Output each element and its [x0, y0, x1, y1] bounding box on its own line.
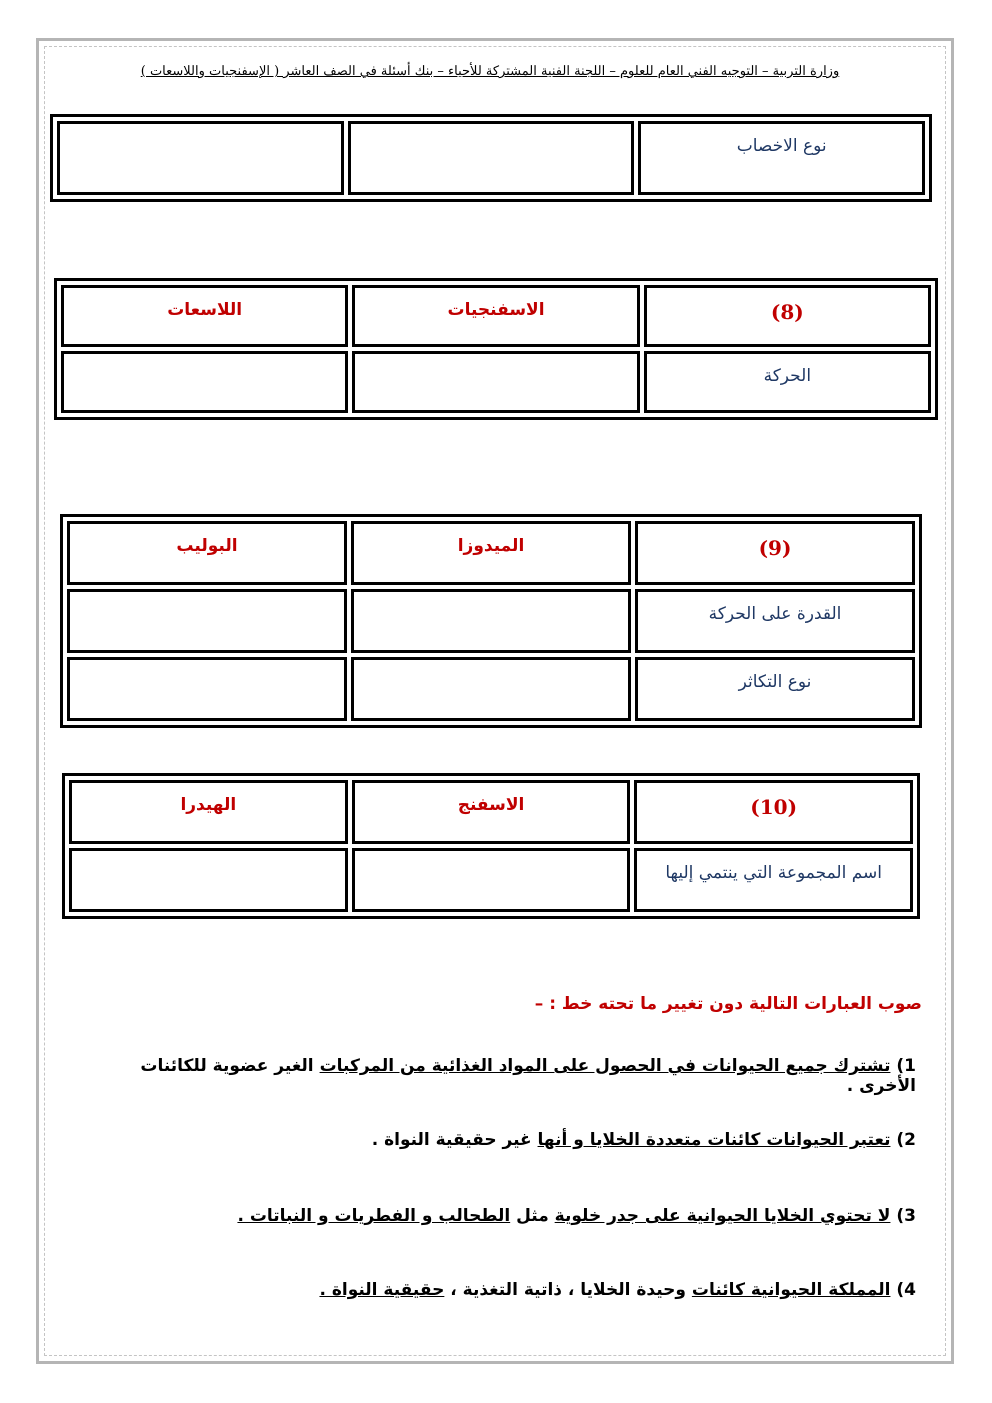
statement-number: 2) — [896, 1130, 916, 1150]
table-8 — [54, 278, 938, 420]
table-prev — [50, 114, 932, 202]
statement-number: 4) — [896, 1280, 916, 1300]
statement-text: وحيدة الخلايا ، ذاتية التغذية ، — [444, 1280, 692, 1300]
statement-1 — [116, 1056, 916, 1096]
underlined-text: المملكة الحيوانية كائنات — [691, 1280, 891, 1300]
row-label-reproduction: نوع التكاثر — [635, 657, 915, 721]
row-label-fertilization: نوع الاخصاب — [638, 121, 925, 195]
table-header-row — [69, 780, 913, 844]
column-header-cnidarians: اللاسعات — [61, 285, 348, 347]
statement-4 — [116, 1280, 916, 1300]
underlined-text: الطحالب و الفطريات و النباتات . — [237, 1206, 511, 1226]
row-label-mobility: القدرة على الحركة — [635, 589, 915, 653]
question-number: (10) — [634, 780, 913, 844]
table-header-row — [67, 521, 915, 585]
statement-2 — [116, 1130, 916, 1150]
column-header-sponges: الاسفنجيات — [352, 285, 639, 347]
statement-text: مثل — [510, 1206, 555, 1226]
statement-3 — [116, 1206, 916, 1226]
answer-cell[interactable] — [348, 121, 635, 195]
answer-cell[interactable] — [57, 121, 344, 195]
table-row — [67, 589, 915, 653]
column-header-medusa: الميدوزا — [351, 521, 631, 585]
section-instruction: صوب العبارات التالية دون تغيير ما تحته خط : – — [534, 994, 922, 1014]
table-header-row — [61, 285, 931, 347]
column-header-polyp: البوليب — [67, 521, 347, 585]
table-row — [57, 121, 925, 195]
answer-cell[interactable] — [351, 589, 631, 653]
table-row — [69, 848, 913, 912]
table-row — [67, 657, 915, 721]
answer-cell[interactable] — [69, 848, 348, 912]
answer-cell[interactable] — [61, 351, 348, 413]
page-header: وزارة التربية – التوجيه الفني العام للعلوم – اللجنة الفنية المشتركة للأحياء – بنك أسئلة في الصف العاشر ( الإسفنجيات واللاسعات ) — [140, 64, 840, 79]
answer-cell[interactable] — [67, 589, 347, 653]
statement-text: غير حقيقية النواة . — [371, 1130, 538, 1150]
statement-text: الغير عضوية للكائنات الأخرى . — [140, 1056, 916, 1096]
question-number: (9) — [635, 521, 915, 585]
answer-cell[interactable] — [67, 657, 347, 721]
statement-number: 3) — [896, 1206, 916, 1226]
question-number: (8) — [644, 285, 931, 347]
underlined-text: تعتبر الحيوانات كائنات متعددة الخلايا و أنها — [537, 1130, 891, 1150]
column-header-hydra: الهيدرا — [69, 780, 348, 844]
row-label-group: اسم المجموعة التي ينتمي إليها — [634, 848, 913, 912]
table-9 — [60, 514, 922, 728]
row-label-movement: الحركة — [644, 351, 931, 413]
answer-cell[interactable] — [352, 351, 639, 413]
underlined-text: تشترك جميع الحيوانات في الحصول على المواد الغذائية من المركبات — [319, 1056, 891, 1076]
underlined-text: حقيقية النواة . — [319, 1280, 445, 1300]
table-10 — [62, 773, 920, 919]
answer-cell[interactable] — [352, 848, 631, 912]
table-row — [61, 351, 931, 413]
answer-cell[interactable] — [351, 657, 631, 721]
underlined-text: لا تحتوي الخلايا الحيوانية على جدر خلوية — [554, 1206, 891, 1226]
statement-number: 1) — [896, 1056, 916, 1076]
column-header-sponge: الاسفنج — [352, 780, 631, 844]
